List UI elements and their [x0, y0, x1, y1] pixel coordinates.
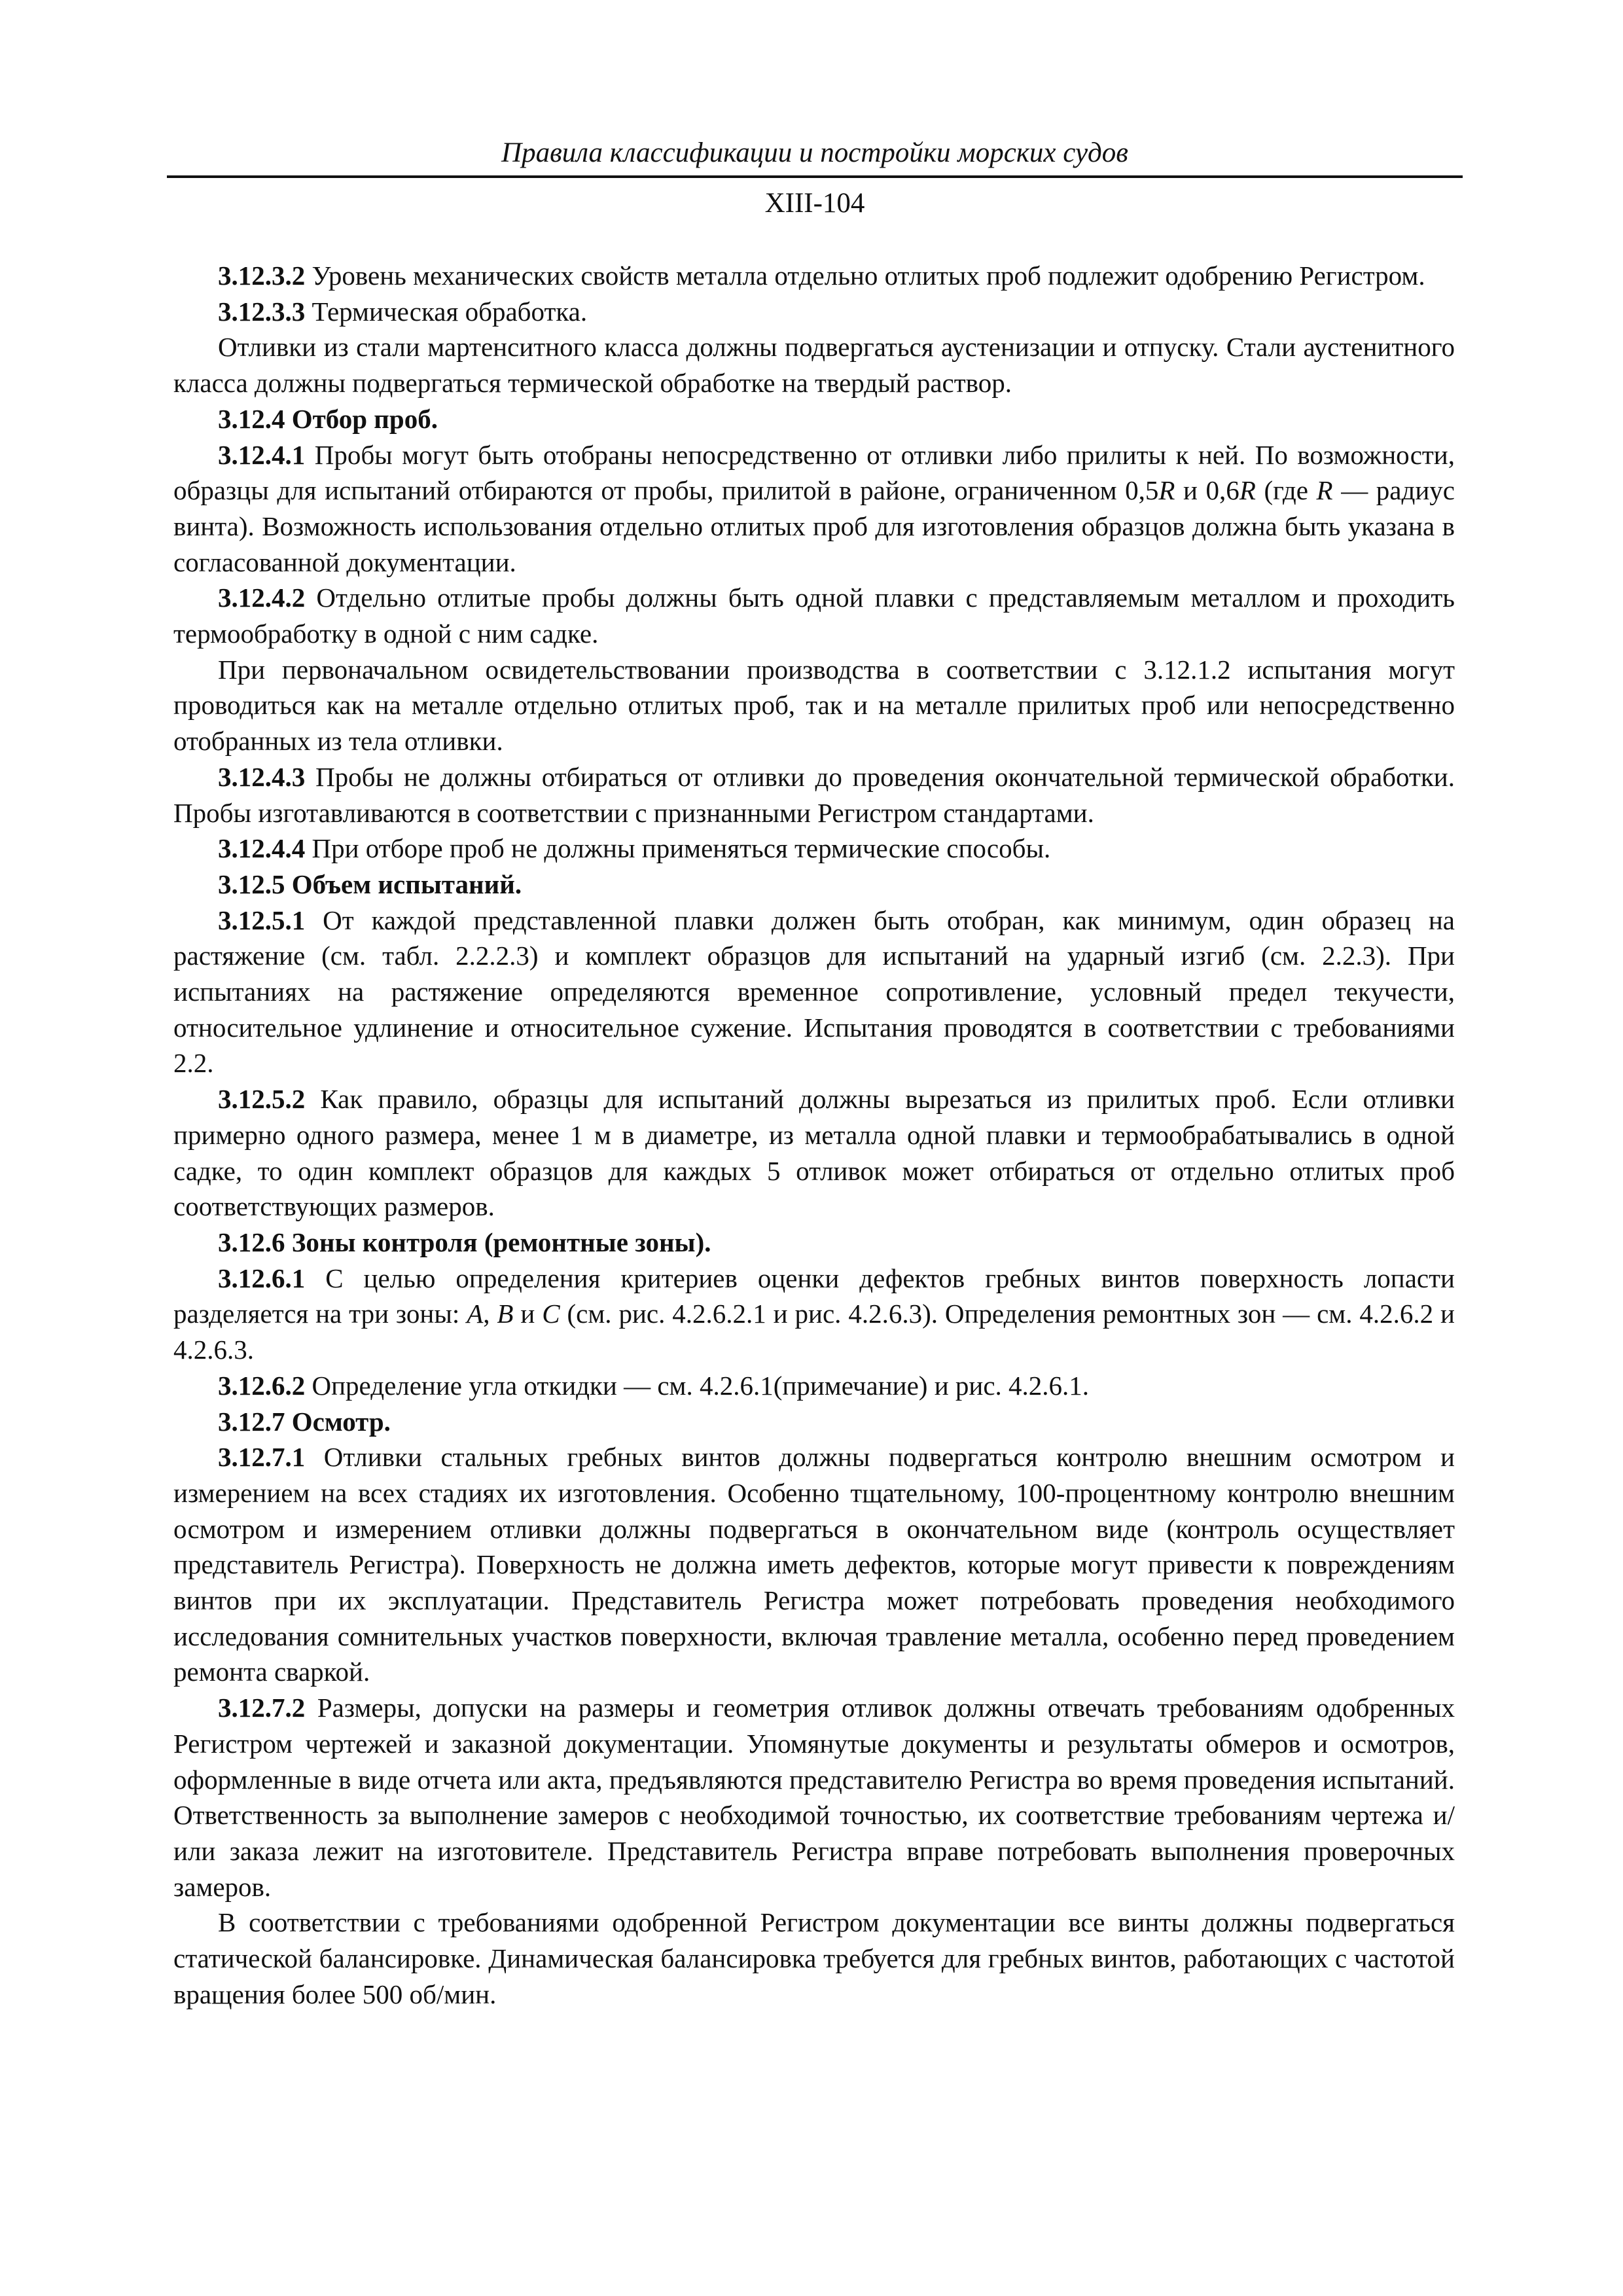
paragraph-text: Отливки из стали мартенситного класса должны подвергаться аустенизации и отпуску. Стали аустенитного класса должны подвергаться термической обработке на твердый раствор. — [173, 332, 1455, 399]
paragraph — [173, 437, 1455, 581]
header-title: Правила классификации и постройки морских судов — [501, 137, 1128, 168]
section-heading — [173, 1225, 1455, 1261]
clause-number: 3.12.4.1 — [218, 439, 306, 470]
zone-letter: B — [497, 1299, 514, 1329]
heading-text: Осмотр. — [285, 1406, 391, 1437]
paragraph — [173, 1690, 1455, 1905]
paragraph — [173, 1905, 1455, 2012]
paragraph-text: Пробы могут быть отобраны непосредственно от отливки либо прилиты к ней. По возможности, образцы для испытаний отбираются от пробы, прилитой в районе, ограниченном 0,5 — [173, 439, 1455, 506]
clause-number: 3.12.3.2 — [218, 260, 306, 291]
heading-text: Зоны контроля (ремонтные зоны). — [285, 1227, 711, 1257]
zone-letter: C — [542, 1299, 560, 1329]
paragraph-text: При первоначальном освидетельствовании производства в соответствии с 3.12.1.2 испытания могут проводиться как на металле отдельно отлитых проб, так и на металле прилитых проб или непосредственно отобранных из тела отливки. — [173, 654, 1455, 757]
clause-number: 3.12.4.3 — [218, 761, 306, 792]
clause-number: 3.12.6.1 — [218, 1263, 306, 1293]
clause-number: 3.12.6 — [218, 1227, 285, 1257]
clause-number: 3.12.5.2 — [218, 1084, 306, 1115]
paragraph — [173, 258, 1455, 294]
clause-number: 3.12.4 — [218, 403, 285, 434]
page-number: XIII-104 — [764, 188, 865, 219]
paragraph-text: Отдельно отлитые пробы должны быть одной плавки с представляемым металлом и проходить термообработку в одной с ним садке. — [173, 583, 1455, 649]
paragraph-text: (см. рис. 4.2.6.2.1 и рис. 4.2.6.3). Определения ремонтных зон — см. 4.2.6.2 и 4.2.6.3. — [173, 1299, 1455, 1365]
section-heading — [173, 1404, 1455, 1440]
variable-r: R — [1316, 475, 1333, 506]
paragraph-text: В соответствии с требованиями одобренной Регистром документации все винты должны подвергаться статической балансировке. Динамическая балансировка требуется для гребных винтов, работающих с частотой вращения более 500 об/мин. — [173, 1907, 1455, 2009]
zone-letter: A — [467, 1299, 484, 1329]
paragraph — [173, 294, 1455, 330]
paragraph — [173, 1368, 1455, 1404]
paragraph-text: и 0,6 — [1175, 475, 1240, 506]
clause-number: 3.12.7.1 — [218, 1442, 306, 1473]
paragraph-text: Пробы не должны отбираться от отливки до проведения окончательной термической обработки. Пробы изготавливаются в соответствии с признанными Регистром стандартами. — [173, 761, 1455, 828]
paragraph — [173, 329, 1455, 401]
paragraph — [173, 580, 1455, 651]
section-heading — [173, 867, 1455, 903]
clause-number: 3.12.7.2 — [218, 1693, 306, 1723]
paragraph-text: Отливки стальных гребных винтов должны подвергаться контролю внешним осмотром и измерением на всех стадиях их изготовления. Особенно тщательному, 100-процентному контролю внешним осмотром и измерением отливки должны подвергаться в окончательном виде (контроль осуществляет представитель Регистра). Поверхность не должна иметь дефектов, которые могут привести к повреждениям винтов при их эксплуатации. Представитель Регистра может потребовать проведения необходимого исследования сомнительных участков поверхности, включая травление металла, особенно перед проведением ремонта сваркой. — [173, 1442, 1455, 1687]
paragraph — [173, 652, 1455, 759]
paragraph-text: При отборе проб не должны применяться термические способы. — [305, 833, 1051, 864]
paragraph-text: Термическая обработка. — [305, 296, 588, 327]
paragraph — [173, 1439, 1455, 1690]
heading-text: Объем испытаний. — [285, 869, 522, 899]
paragraph-text: С целью определения критериев оценки дефектов гребных винтов поверхность лопасти разделяется на три зоны: — [173, 1263, 1455, 1329]
paragraph-text: (где — [1255, 475, 1317, 506]
paragraph — [173, 831, 1455, 867]
clause-number: 3.12.5.1 — [218, 905, 306, 935]
header-rule — [167, 175, 1463, 178]
paragraph — [173, 1081, 1455, 1225]
paragraph-text: Как правило, образцы для испытаний должны вырезаться из прилитых проб. Если отливки примерно одного размера, менее 1 м в диаметре, из металла одной плавки и термообрабатывались в одной садке, то один комплект образцов для каждых 5 отливок может отбираться от отдельно отлитых проб соответствующих размеров. — [173, 1084, 1455, 1222]
paragraph-text: , — [483, 1299, 497, 1329]
clause-number: 3.12.4.2 — [218, 583, 306, 613]
paragraph — [173, 903, 1455, 1082]
variable-r: R — [1158, 475, 1175, 506]
paragraph-text: и — [513, 1299, 543, 1329]
heading-text: Отбор проб. — [285, 403, 438, 434]
clause-number: 3.12.5 — [218, 869, 285, 899]
running-header — [167, 136, 1463, 170]
variable-r: R — [1239, 475, 1256, 506]
paragraph — [173, 1261, 1455, 1368]
clause-number: 3.12.3.3 — [218, 296, 306, 327]
body-text — [173, 258, 1455, 2012]
paragraph-text: От каждой представленной плавки должен быть отобран, как минимум, один образец на растяжение (см. табл. 2.2.2.3) и комплект образцов для испытаний на ударный изгиб (см. 2.2.3). При испытаниях на растяжение определяются временное сопротивление, условный предел текучести, относительное удлинение и относительное сужение. Испытания проводятся в соответствии с требованиями 2.2. — [173, 905, 1455, 1079]
paragraph-text: Определение угла откидки — см. 4.2.6.1(примечание) и рис. 4.2.6.1. — [305, 1370, 1090, 1401]
paragraph-text: Размеры, допуски на размеры и геометрия отливок должны отвечать требованиям одобренных Регистром чертежей и заказной документации. Упомянутые документы и результаты обмеров и осмотров, оформленные в виде отчета или акта, предъявляются представителю Регистра во время проведения испытаний. Ответственность за выполнение замеров с необходимой точностью, их соответствие требованиям чертежа и/или заказа лежит на изготовителе. Представитель Регистра вправе потребовать выполнения проверочных замеров. — [173, 1693, 1455, 1902]
paragraph-text: Уровень механических свойств металла отдельно отлитых проб подлежит одобрению Регистром. — [305, 260, 1425, 291]
section-heading — [173, 401, 1455, 437]
paragraph — [173, 759, 1455, 831]
paragraph-text: — радиус винта). Возможность использования отдельно отлитых проб для изготовления образцов должна быть указана в согласованной документации. — [173, 475, 1455, 577]
clause-number: 3.12.6.2 — [218, 1370, 306, 1401]
clause-number: 3.12.7 — [218, 1406, 285, 1437]
clause-number: 3.12.4.4 — [218, 833, 306, 864]
